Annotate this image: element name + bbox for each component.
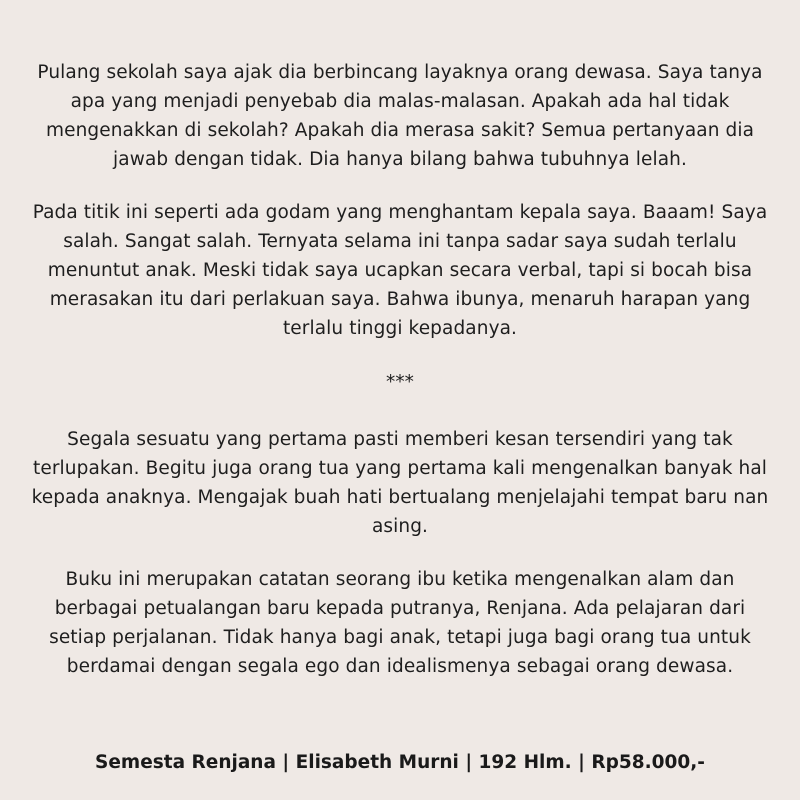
paragraph-line: Pulang sekolah saya ajak dia berbincang layaknya orang dewasa. Saya tanya bbox=[37, 62, 763, 83]
paragraph-line: berbagai petualangan baru kepada putranya, Renjana. Ada pelajaran dari bbox=[54, 598, 746, 619]
book-info-footer: Semesta Renjana | Elisabeth Murni | 192 Hlm. | Rp58.000,- bbox=[95, 752, 705, 773]
paragraph-line: Buku ini merupakan catatan seorang ibu ketika mengenalkan alam dan bbox=[65, 569, 735, 590]
paragraph-line: apa yang menjadi penyebab dia malas-malasan. Apakah ada hal tidak bbox=[70, 91, 730, 112]
paragraph-line: Segala sesuatu yang pertama pasti memberi kesan tersendiri yang tak bbox=[67, 429, 733, 450]
paragraph-line: Pada titik ini seperti ada godam yang menghantam kepala saya. Baaam! Saya bbox=[32, 202, 768, 223]
paragraph-line: terlupakan. Begitu juga orang tua yang pertama kali mengenalkan banyak hal bbox=[33, 458, 767, 479]
paragraph-line: berdamai dengan segala ego dan idealismenya sebagai orang dewasa. bbox=[66, 656, 734, 677]
paragraph-2 bbox=[30, 198, 770, 343]
paragraph-line: merasakan itu dari perlakuan saya. Bahwa ibunya, menaruh harapan yang bbox=[49, 289, 751, 310]
paragraph-line: salah. Sangat salah. Ternyata selama ini tanpa sadar saya sudah terlalu bbox=[63, 231, 737, 252]
paragraph-line: jawab dengan tidak. Dia hanya bilang bahwa tubuhnya lelah. bbox=[113, 149, 687, 170]
paragraph-3 bbox=[30, 425, 770, 541]
paragraph-line: kepada anaknya. Mengajak buah hati bertualang menjelajahi tempat baru nan bbox=[31, 487, 769, 508]
paragraph-line: mengenakkan di sekolah? Apakah dia merasa sakit? Semua pertanyaan dia bbox=[45, 120, 755, 141]
section-separator: *** bbox=[385, 372, 415, 393]
paragraph-line: terlalu tinggi kepadanya. bbox=[282, 318, 518, 339]
paragraph-4 bbox=[30, 565, 770, 681]
paragraph-line: setiap perjalanan. Tidak hanya bagi anak, tetapi juga bagi orang tua untuk bbox=[49, 627, 751, 648]
paragraph-line: asing. bbox=[371, 516, 429, 537]
paragraph-1 bbox=[30, 58, 770, 174]
paragraph-line: menuntut anak. Meski tidak saya ucapkan secara verbal, tapi si bocah bisa bbox=[47, 260, 753, 281]
